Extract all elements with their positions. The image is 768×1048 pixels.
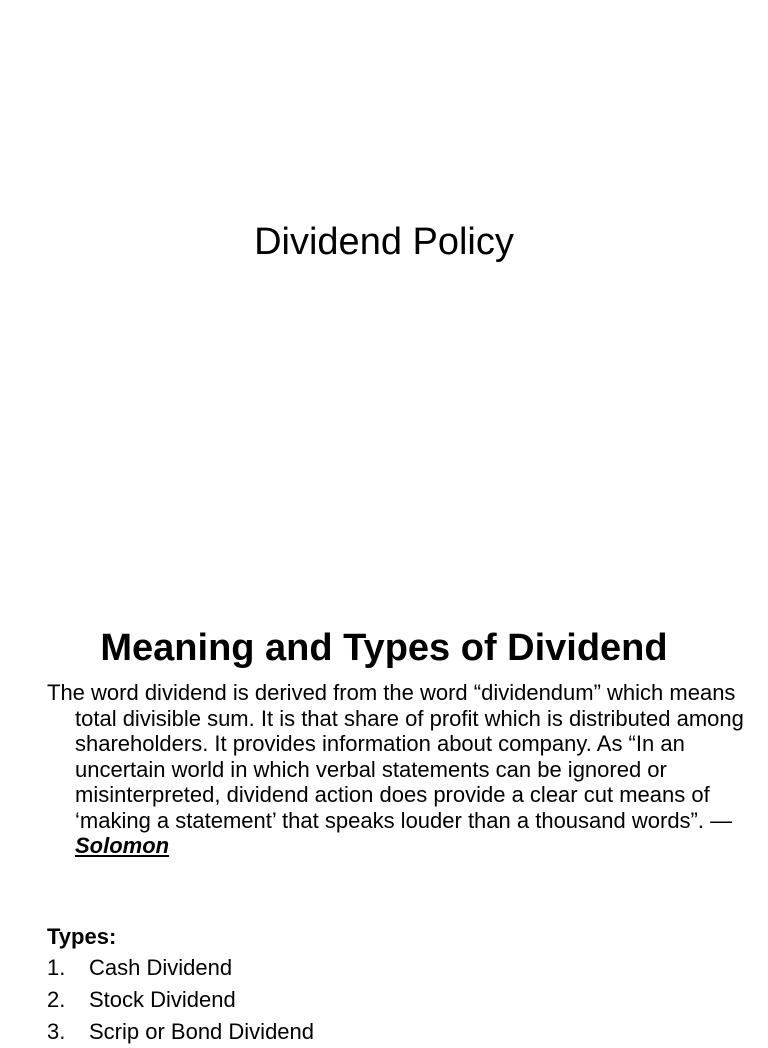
paragraph-text: The word dividend is derived from the word “dividendum” which means total divisible sum. It is that share of profit which is distributed among shareholders. It provides information about company. As “In an uncertain world in which verbal statements can be ignored or misinterpreted, dividend action does provide a clear cut means of ‘making a statement’ that speaks louder than a thousand words”. — [47,680,744,833]
content-slide [0,576,768,1044]
definition-paragraph [47,680,765,859]
list-item [47,1016,314,1048]
list-label: Stock Dividend [89,987,236,1012]
list-label: Scrip or Bond Dividend [89,1019,315,1044]
list-label: Cash Dividend [89,955,233,980]
list-item [47,952,314,984]
slide-title: Dividend Policy [254,221,514,263]
types-list [47,952,314,1048]
list-item [47,984,314,1016]
list-number: 1. [47,955,66,980]
slide-heading: Meaning and Types of Dividend [100,627,668,669]
quote-author: Solomon [75,833,170,858]
types-heading: Types: [47,924,117,949]
list-number: 2. [47,987,66,1012]
list-number: 3. [47,1019,66,1044]
